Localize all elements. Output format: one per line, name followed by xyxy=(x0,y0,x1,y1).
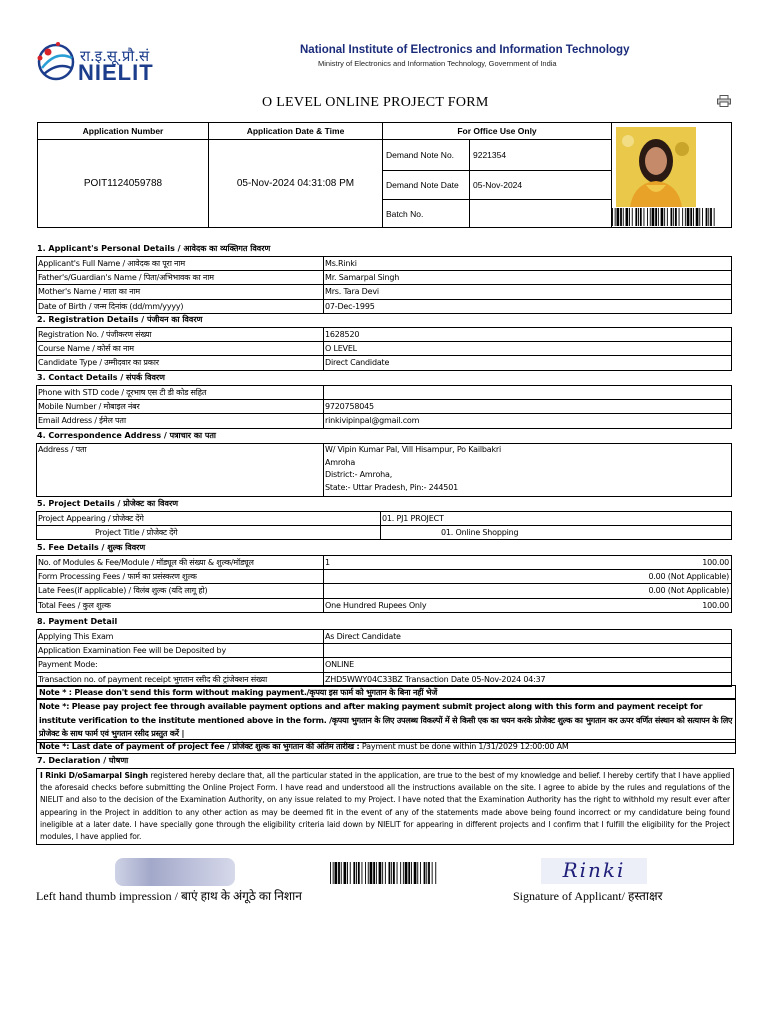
row-value xyxy=(324,644,732,658)
contact-details-table xyxy=(36,385,732,429)
section-personal-title: 1. Applicant's Personal Details / आवेदक का व्यक्तिगत विवरण xyxy=(37,244,271,253)
total-fee-label: Total Fees / कुल शुल्क xyxy=(37,598,324,612)
signature-text: Rinki xyxy=(562,858,626,882)
address-label: Address / पता xyxy=(37,444,324,497)
thumb-caption: Left hand thumb impression / बाएं हाथ के अंगूठे का निशान xyxy=(36,889,302,903)
note-last-date-bold: Note *: Last date of payment of project fee / प्रोजेक्ट शुल्क का भुगतान की अंतिम तारीख : xyxy=(39,742,360,751)
row-label: Father's/Guardian's Name / पिता/अभिभावक का नाम xyxy=(37,271,324,285)
row-value: 1628520 xyxy=(324,328,732,342)
application-number: POIT1124059788 xyxy=(38,140,209,228)
logo-hindi-text: रा.इ.सू.प्रौ.सं xyxy=(80,47,150,65)
row-label: Mobile Number / मोबाइल नंबर xyxy=(37,400,324,414)
processing-fee-value: 0.00 (Not Applicable) xyxy=(324,570,732,584)
row-value: Mrs. Tara Devi xyxy=(324,285,732,299)
declaration-body: registered hereby declare that, all the particular stated in the application, are true to the best of my knowledge and belief. I hereby certify that I have applied the aforesaid checks before submitting the Online Project Form. I have read and understood all the instructions available on the site. I agree to abide by the rules and regulations of the NIELIT and also to the decision of the Examination Authority, on any issue related to my Project. I have noted that the Examination Authority has the right to withhold my result ever after appearing in the Project in addition to any other action as may be deemed fit in the event of any of the statements made above being found incorrect or my candidature being found ineligible at a later date. I have specially gone through the eligibility criteria laid down by NIELIT for appearing in different projects and I confirm that I fulfill the eligibility for the Project modules, I have applied for. xyxy=(40,771,731,842)
note-pay-project-fee: Note *: Please pay project fee through available payment options and after making payment submit project along with this form and payment receipt for institute verification to the institute mentioned above in the form. /कृपया भुगतान के लिए उपलब्ध विकल्पों में से किसी एक का चयन करके प्रोजेक्ट शुल्क का भुगतान कर ऊपर वर्णित संस्थान को सत्यापन के लिए प्रोजेक्ट के साथ फार्म एवं भुगतान रसीद प्रस्तुत करें | xyxy=(36,698,736,743)
form-title: O LEVEL ONLINE PROJECT FORM xyxy=(262,95,489,110)
row-label: Applicant's Full Name / आवेदक का पूरा नाम xyxy=(37,257,324,271)
note-last-date xyxy=(36,739,736,754)
row-label: Course Name / कोर्स का नाम xyxy=(37,342,324,356)
demand-date-label: Demand Note Date xyxy=(383,171,470,200)
payment-details-table xyxy=(36,629,732,687)
row-label: Transaction no. of payment receipt भुगतान रसीद की ट्रांजेक्शन संख्या xyxy=(37,672,324,686)
project-title-value: 01. Online Shopping xyxy=(381,526,732,540)
applicant-photo xyxy=(616,127,696,207)
total-fee-words: One Hundred Rupees Only xyxy=(325,600,427,610)
section-payment-title: 8. Payment Detail xyxy=(37,617,118,626)
fee-details-table xyxy=(36,555,732,613)
photo-cell xyxy=(612,123,732,228)
note-no-payment: Note * : Please don't send this form without making payment./कृपया इस फार्म को भुगतान के बिना नहीं भेजें xyxy=(36,685,736,700)
batch-value xyxy=(470,200,612,228)
late-fee-value: 0.00 (Not Applicable) xyxy=(324,584,732,598)
row-value: O LEVEL xyxy=(324,342,732,356)
signature-image xyxy=(541,858,647,884)
thumb-impression-image xyxy=(115,858,235,886)
row-value: Ms.Rinki xyxy=(324,257,732,271)
section-contact-title: 3. Contact Details / संपर्क विवरण xyxy=(37,373,165,382)
row-value: ZHD5WWY04C33BZ Transaction Date 05-Nov-2024 04:37 xyxy=(324,672,732,686)
address-line: District:- Amroha, xyxy=(325,470,393,479)
address-line: W/ Vipin Kumar Pal, Vill Hisampur, Po Kailbakri xyxy=(325,445,501,454)
late-fee-label: Late Fees(if applicable) / विलंब शुल्क (यदि लागू हो) xyxy=(37,584,324,598)
project-appearing-value: 01. PJ1 PROJECT xyxy=(381,512,732,526)
project-appearing-label: Project Appearing / प्रोजेक्ट देंगे xyxy=(37,512,381,526)
logo-text: NIELIT xyxy=(78,60,154,85)
project-details-table xyxy=(36,511,732,540)
address-line: State:- Uttar Pradesh, Pin:- 244501 xyxy=(325,482,458,492)
photo-barcode xyxy=(612,208,716,226)
row-label: Mother's Name / माता का नाम xyxy=(37,285,324,299)
row-value: As Direct Candidate xyxy=(324,630,732,644)
row-value: Direct Candidate xyxy=(324,356,732,370)
row-label: Registration No. / पंजीकरण संख्या xyxy=(37,328,324,342)
declaration-text xyxy=(36,768,734,845)
address-table xyxy=(36,443,732,497)
printer-icon[interactable] xyxy=(717,95,731,107)
row-value: 9720758045 xyxy=(324,400,732,414)
application-header-table xyxy=(37,122,732,228)
section-address-title: 4. Correspondence Address / पत्राचार का पता xyxy=(37,431,217,440)
application-date-time: 05-Nov-2024 04:31:08 PM xyxy=(209,140,383,228)
row-value: ONLINE xyxy=(324,658,732,672)
row-value xyxy=(324,386,732,400)
modules-label: No. of Modules & Fee/Module / मॉड्यूल की संख्या & शुल्क/मॉड्यूल xyxy=(37,556,324,570)
demand-note-value: 9221354 xyxy=(470,140,612,171)
demand-date-value: 05-Nov-2024 xyxy=(470,171,612,200)
app-date-header: Application Date & Time xyxy=(209,123,383,140)
processing-fee-label: Form Processing Fees / फार्म का प्रसंस्करण शुल्क xyxy=(37,570,324,584)
section-project-title: 5. Project Details / प्रोजेक्ट का विवरण xyxy=(37,499,179,508)
row-label: Phone with STD code / दूरभाष एस टी डी कोड सहित xyxy=(37,386,324,400)
form-barcode xyxy=(330,862,438,884)
row-value: rinkivipinpal@gmail.com xyxy=(324,414,732,428)
row-label: Candidate Type / उम्मीदवार का प्रकार xyxy=(37,356,324,370)
section-declaration-title: 7. Declaration / घोषणा xyxy=(37,756,129,765)
modules-count: 1 xyxy=(325,558,330,568)
project-title-label: Project Title / प्रोजेक्ट देंगे xyxy=(37,526,381,540)
row-value: Mr. Samarpal Singh xyxy=(324,271,732,285)
institute-name: National Institute of Electronics and Information Technology xyxy=(300,44,630,56)
declarant-name: I Rinki D/oSamarpal Singh xyxy=(40,771,149,780)
row-label: Email Address / ईमेल पता xyxy=(37,414,324,428)
note-last-date-text: Payment must be done within 1/31/2029 12:00:00 AM xyxy=(359,742,569,751)
office-use-header: For Office Use Only xyxy=(383,123,612,140)
personal-details-table xyxy=(36,256,732,314)
ministry-name: Ministry of Electronics and Information Technology, Government of India xyxy=(318,59,557,68)
modules-fee: 100.00 xyxy=(702,558,729,568)
address-line: Amroha xyxy=(325,457,356,467)
row-label: Application Examination Fee will be Deposited by xyxy=(37,644,324,658)
row-label: Payment Mode: xyxy=(37,658,324,672)
signature-caption: Signature of Applicant/ हस्ताक्षर xyxy=(513,889,663,903)
section-fee-title: 5. Fee Details / शुल्क विवरण xyxy=(37,543,146,552)
row-label: Date of Birth / जन्म दिनांक (dd/mm/yyyy) xyxy=(37,299,324,313)
batch-label: Batch No. xyxy=(383,200,470,228)
row-value: 07-Dec-1995 xyxy=(324,299,732,313)
total-fee-value: 100.00 xyxy=(702,600,729,610)
row-label: Applying This Exam xyxy=(37,630,324,644)
registration-details-table xyxy=(36,327,732,371)
section-registration-title: 2. Registration Details / पंजीयन का विवरण xyxy=(37,315,203,324)
app-number-header: Application Number xyxy=(38,123,209,140)
demand-note-label: Demand Note No. xyxy=(383,140,470,171)
